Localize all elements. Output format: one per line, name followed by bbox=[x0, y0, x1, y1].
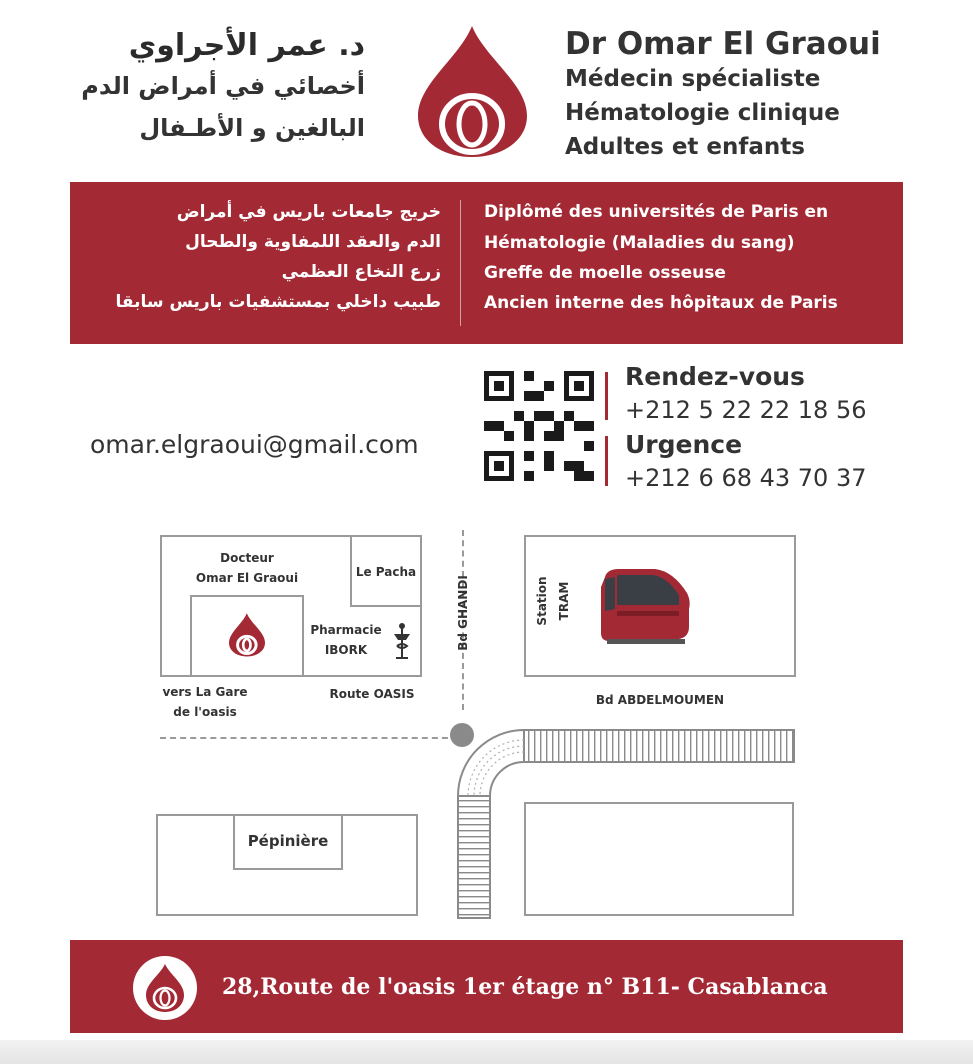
map-label-doctor-name: Omar El Graoui bbox=[195, 571, 299, 585]
french-specialty-line-3: Adultes et enfants bbox=[565, 134, 805, 160]
emergency-label: Urgence bbox=[625, 430, 743, 459]
french-specialty-line-1: Médecin spécialiste bbox=[565, 66, 821, 92]
map-label-route-oasis: Route OASIS bbox=[329, 687, 415, 701]
map-label-de-oasis: de l'oasis bbox=[173, 705, 237, 719]
map-label-docteur: Docteur bbox=[220, 551, 274, 565]
map-label-bd-ghandi: Bd GHANDI bbox=[456, 575, 470, 651]
pharmacy-caduceus-icon bbox=[391, 622, 413, 662]
french-credential-1: Diplômé des universités de Paris en bbox=[484, 202, 829, 222]
arabic-credential-3: زرع النخاع العظمي bbox=[281, 262, 441, 282]
map-label-tram: TRAM bbox=[557, 581, 571, 621]
qr-code-icon[interactable] bbox=[484, 371, 594, 481]
french-specialty-line-2: Hématologie clinique bbox=[565, 100, 840, 126]
map-label-le-pacha: Le Pacha bbox=[355, 565, 417, 579]
clinic-location-icon bbox=[228, 608, 266, 662]
map-label-station: Station bbox=[535, 576, 549, 626]
arabic-credential-2: الدم والعقد اللمفاوية والطحال bbox=[185, 232, 441, 252]
arabic-credential-4: طبيب داخلي بمستشفيات باريس سابقا bbox=[115, 292, 441, 312]
map-block-right-bottom bbox=[524, 802, 794, 916]
emergency-accent-bar bbox=[605, 436, 608, 486]
tram-icon bbox=[597, 567, 693, 645]
arabic-specialty-line-1: أخصائي في أمراض الدم bbox=[81, 72, 365, 100]
map-label-pharmacie: Pharmacie bbox=[310, 623, 382, 637]
arabic-specialty-line-2: البالغين و الأطـفال bbox=[139, 114, 365, 142]
map-label-vers-gare: vers La Gare bbox=[162, 685, 248, 699]
map-label-pepiniere: Pépinière bbox=[247, 832, 329, 850]
band-divider bbox=[460, 200, 461, 326]
blood-drop-logo-icon bbox=[415, 26, 530, 158]
credentials-band bbox=[70, 182, 903, 344]
appointment-accent-bar bbox=[605, 372, 608, 420]
bottom-edge bbox=[0, 1040, 973, 1064]
map-label-ibork: IBORK bbox=[324, 643, 368, 657]
french-doctor-name: Dr Omar El Graoui bbox=[565, 26, 881, 62]
email-address[interactable]: omar.elgraoui@gmail.com bbox=[90, 430, 419, 459]
french-credential-4: Ancien interne des hôpitaux de Paris bbox=[484, 293, 838, 313]
route-oasis-road-line bbox=[160, 737, 458, 739]
french-credential-3: Greffe de moelle osseuse bbox=[484, 263, 726, 283]
arabic-doctor-name: د. عمر الأجراوي bbox=[128, 28, 365, 63]
arabic-credential-1: خريج جامعات باريس في أمراض bbox=[176, 202, 441, 222]
clinic-address: 28,Route de l'oasis 1er étage n° B11- Casablanca bbox=[222, 974, 828, 1000]
footer-logo-icon bbox=[132, 955, 198, 1021]
emergency-phone[interactable]: +212 6 68 43 70 37 bbox=[625, 464, 867, 492]
french-credential-2: Hématologie (Maladies du sang) bbox=[484, 233, 795, 253]
appointment-phone[interactable]: +212 5 22 22 18 56 bbox=[625, 396, 867, 424]
map-label-bd-abdelmoumen: Bd ABDELMOUMEN bbox=[595, 693, 725, 707]
appointment-label: Rendez-vous bbox=[625, 362, 805, 391]
